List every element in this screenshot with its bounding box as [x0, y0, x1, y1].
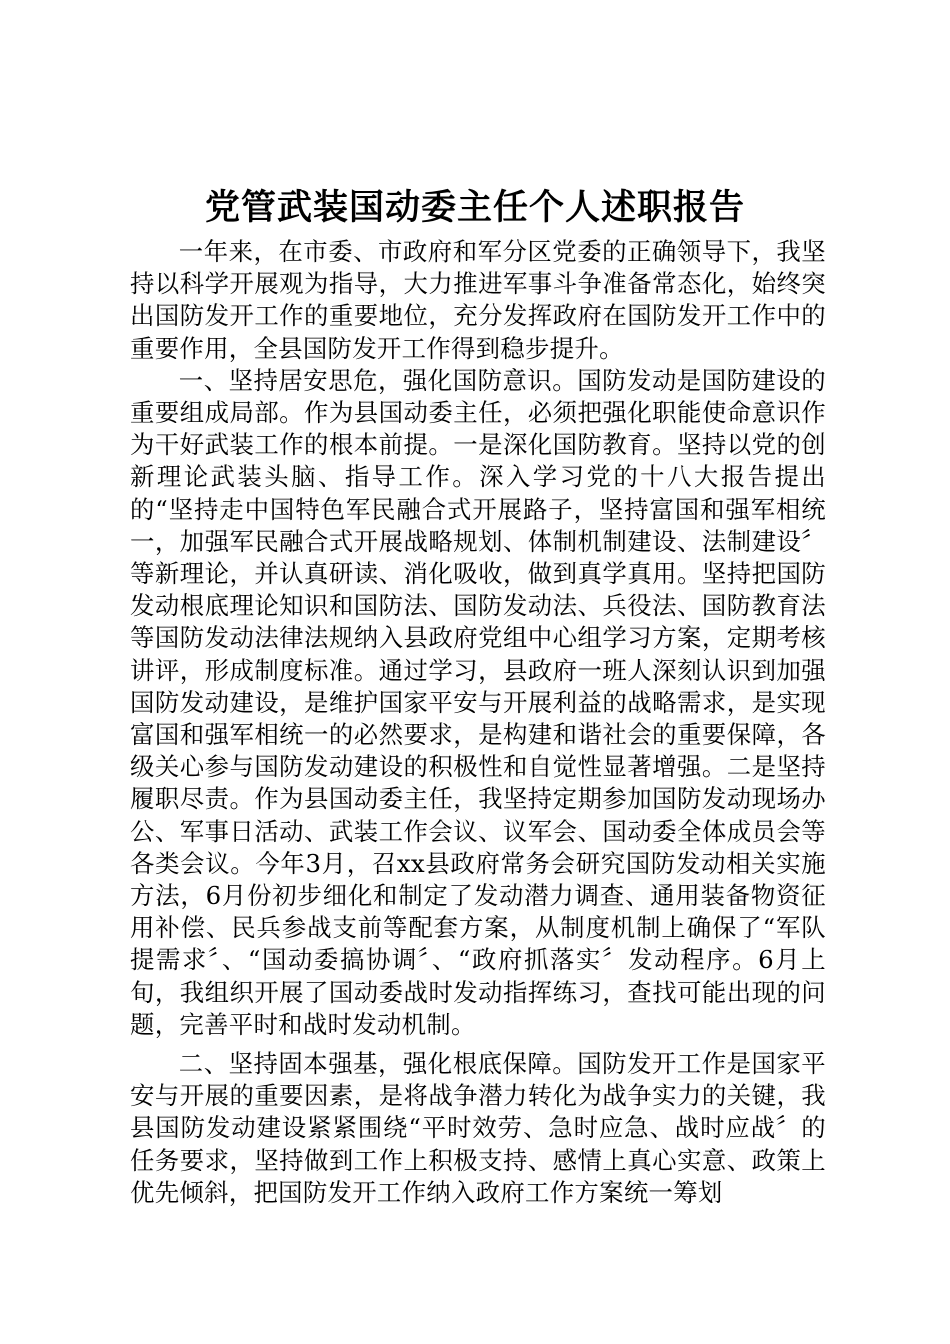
- paragraph-intro: 一年来，在市委、市政府和军分区党委的正确领导下，我坚持以科学开展观为指导，大力推进军事斗争准备常态化，始终突出国防发开工作的重要地位，充分发挥政府在国防发开工作中的重要作用，全县国防发开工作得到稳步提升。: [130, 237, 826, 363]
- document-title: 党管武装国动委主任个人述职报告: [204, 187, 745, 228]
- document-body: [130, 236, 826, 1209]
- paragraph-section-one: 一、坚持居安思危，强化国防意识。国防发动是国防建设的重要组成局部。作为县国动委主任，必须把强化职能使命意识作为干好武装工作的根本前提。一是深化国防教育。坚持以党的创新理论武装头脑、指导工作。深入学习党的十八大报告提出的“坚持走中国特色军民融合式开展路子，坚持富国和强军相统一，加强军民融合式开展战略规划、体制机制建设、法制建设〞等新理论，并认真研读、消化吸收，做到真学真用。坚持把国防发动根底理论知识和国防法、国防发动法、兵役法、国防教育法等国防发动法律法规纳入县政府党组中心组学习方案，定期考核讲评，形成制度标准。通过学习，县政府一班人深刻认识到加强国防发动建设，是维护国家平安与开展利益的战略需求，是实现富国和强军相统一的必然要求，是构建和谐社会的重要保障，各级关心参与国防发动建设的积极性和自觉性显著增强。二是坚持履职尽责。作为县国动委主任，我坚持定期参加国防发动现场办公、军事日活动、武装工作会议、议军会、国动委全体成员会等各类会议。今年3月，召xx县政府常务会研究国防发动相关实施方法，6月份初步细化和制定了发动潜力调查、通用装备物资征用补偿、民兵参战支前等配套方案，从制度机制上确保了“军队提需求〞、“国动委搞协调〞、“政府抓落实〞发动程序。6月上旬，我组织开展了国动委战时发动指挥练习，查找可能出现的问题，完善平时和战时发动机制。: [130, 365, 826, 1039]
- paragraph-section-two: 二、坚持固本强基，强化根底保障。国防发开工作是国家平安与开展的重要因素，是将战争潜力转化为战争实力的关键，我县国防发动建设紧紧围绕“平时效劳、急时应急、战时应战〞的任务要求，坚持做到工作上积极支持、感情上真心实意、政策上优先倾斜，把国防发开工作纳入政府工作方案统一筹划: [130, 1049, 826, 1207]
